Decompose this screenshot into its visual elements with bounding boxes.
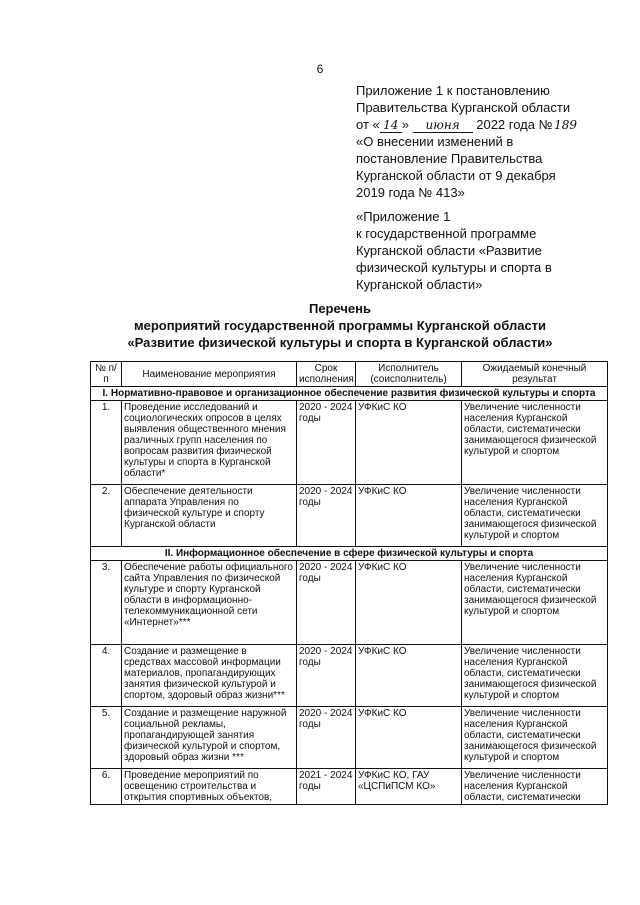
- title-line: Перечень: [308, 301, 372, 316]
- cell-name: Обеспечение работы официального сайта Управления по физической культуре и спорту Курганской области в информационно-телекоммуникационной сети «Интернет»***: [122, 561, 297, 645]
- section-row: [91, 387, 608, 401]
- table-row: [91, 485, 608, 547]
- program-line: Курганской области»: [356, 277, 483, 292]
- table-row: [91, 707, 608, 769]
- program-line: физической культуры и спорта в: [356, 260, 552, 275]
- cell-name: Создание и размещение в средствах массовой информации материалов, пропагандирующих занятия физической культурой и спортом, здоровый образ жизни***: [122, 645, 297, 707]
- cell-num: 4.: [91, 645, 122, 707]
- date-year: 2022 года №: [476, 117, 553, 132]
- appendix-line: «О внесении изменений в: [356, 134, 514, 149]
- document-title: [90, 300, 590, 351]
- table-row: [91, 561, 608, 645]
- section-title: I. Нормативно-правовое и организационное обеспечение развития физической культуры и спорта: [91, 387, 608, 401]
- cell-num: 2.: [91, 485, 122, 547]
- cell-name: Создание и размещение наружной социальной рекламы, пропагандирующей занятия физической культурой и спортом, здоровый образ жизни ***: [122, 707, 297, 769]
- table-row: [91, 401, 608, 485]
- table-row: [91, 769, 608, 805]
- cell-result: Увеличение численности населения Курганской области, систематически занимающегося физической культурой и спортом: [462, 401, 608, 485]
- title-line: мероприятий государственной программы Курганской области: [133, 318, 547, 333]
- header-name: Наименование мероприятия: [122, 362, 297, 387]
- cell-executor: УФКиС КО: [356, 645, 462, 707]
- cell-term: 2020 - 2024 годы: [297, 401, 356, 485]
- cell-name: Проведение мероприятий по освещению строительства и открытия спортивных объектов,: [122, 769, 297, 805]
- header-result: Ожидаемый конечный результат: [462, 362, 608, 387]
- cell-result: Увеличение численности населения Курганской области, систематически занимающегося физической культурой и спортом: [462, 561, 608, 645]
- appendix-line: постановление Правительства: [356, 151, 543, 166]
- appendix-line: Правительства Курганской области: [356, 100, 571, 115]
- cell-name: Обеспечение деятельности аппарата Управления по физической культуре и спорту Курганской области: [122, 485, 297, 547]
- date-mid: »: [401, 117, 409, 132]
- program-line: к государственной программе: [356, 226, 537, 241]
- cell-result: Увеличение численности населения Курганской области, систематически занимающегося физической культурой и спортом: [462, 485, 608, 547]
- table-header-row: [91, 362, 608, 387]
- appendix-header: [356, 82, 606, 201]
- cell-num: 1.: [91, 401, 122, 485]
- cell-name: Проведение исследований и социологических опросов в целях выявления общественного мнения различных групп населения по вопросам развития физической культуры и спорта в Курганской области*: [122, 401, 297, 485]
- program-line: Курганской области «Развитие: [356, 243, 542, 258]
- section-title: II. Информационное обеспечение в сфере физической культуры и спорта: [91, 547, 608, 561]
- cell-executor: УФКиС КО: [356, 561, 462, 645]
- cell-executor: УФКиС КО: [356, 707, 462, 769]
- cell-term: 2020 - 2024 годы: [297, 485, 356, 547]
- cell-executor: УФКиС КО, ГАУ «ЦСПиПСМ КО»: [356, 769, 462, 805]
- appendix-line: 2019 года № 413»: [356, 185, 465, 200]
- cell-num: 5.: [91, 707, 122, 769]
- section-row: [91, 547, 608, 561]
- cell-executor: УФКиС КО: [356, 485, 462, 547]
- cell-num: 3.: [91, 561, 122, 645]
- appendix-program: [356, 208, 606, 293]
- appendix-line: Приложение 1 к постановлению: [356, 83, 550, 98]
- cell-result: Увеличение численности населения Курганской области, систематически: [462, 769, 608, 805]
- header-num: № п/п: [91, 362, 122, 387]
- cell-result: Увеличение численности населения Курганской области, систематически занимающегося физической культурой и спортом: [462, 707, 608, 769]
- title-line: «Развитие физической культуры и спорта в Курганской области»: [127, 335, 553, 350]
- cell-term: 2020 - 2024 годы: [297, 707, 356, 769]
- header-term: Срок исполнения: [297, 362, 356, 387]
- appendix-date-line: [356, 116, 606, 133]
- table-row: [91, 645, 608, 707]
- cell-term: 2020 - 2024 годы: [297, 561, 356, 645]
- measures-table: [90, 361, 608, 805]
- handwritten-doc-number: 189: [554, 118, 577, 132]
- cell-term: 2020 - 2024 годы: [297, 645, 356, 707]
- page-number: 6: [316, 62, 324, 76]
- date-prefix: от «: [356, 117, 380, 132]
- header-executor: Исполнитель (соисполнитель): [356, 362, 462, 387]
- cell-result: Увеличение численности населения Курганской области, систематически занимающегося физической культурой и спортом: [462, 645, 608, 707]
- cell-term: 2021 - 2024 годы: [297, 769, 356, 805]
- handwritten-day: 14: [380, 118, 402, 133]
- cell-num: 6.: [91, 769, 122, 805]
- program-line: «Приложение 1: [356, 209, 451, 224]
- appendix-line: Курганской области от 9 декабря: [356, 168, 556, 183]
- handwritten-month: июня: [413, 118, 473, 133]
- cell-executor: УФКиС КО: [356, 401, 462, 485]
